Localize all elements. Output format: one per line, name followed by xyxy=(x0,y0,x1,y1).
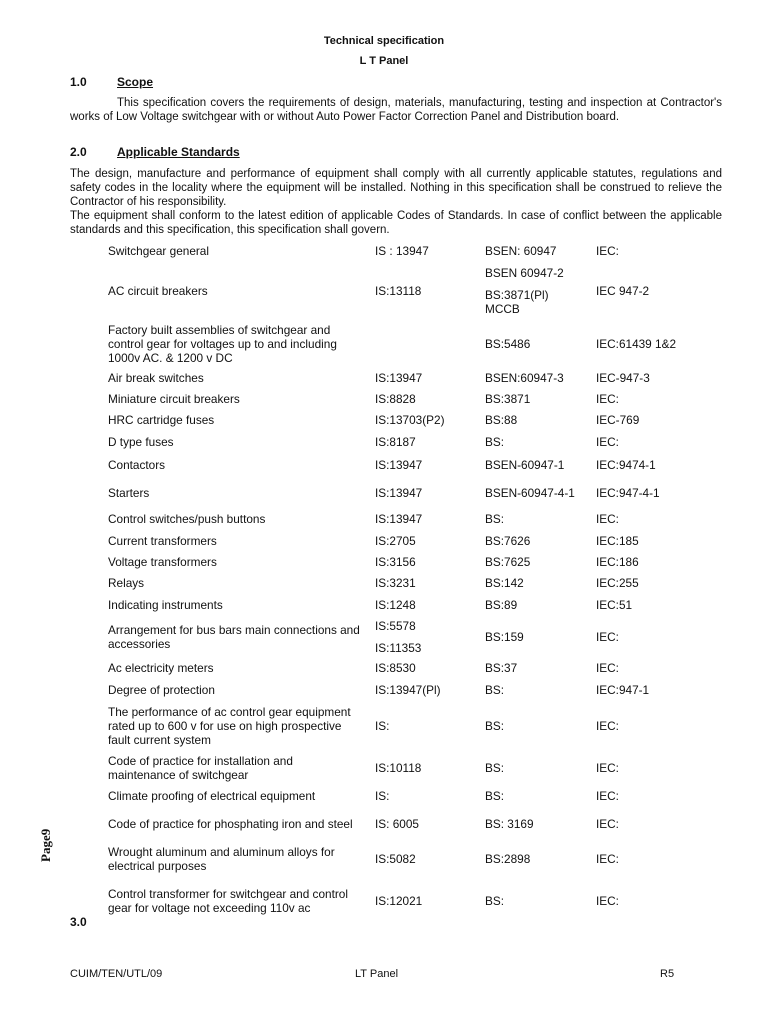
iec-code-cell xyxy=(596,392,706,406)
table-row xyxy=(0,785,768,807)
footer-doc-title: LT Panel xyxy=(355,968,399,980)
equipment-cell: Miniature circuit breakers xyxy=(108,391,240,406)
equipment-cell: Ac electricity meters xyxy=(108,660,214,675)
iec-code-cell-line: IEC: xyxy=(596,718,619,733)
iec-code-cell xyxy=(596,661,706,675)
iec-code-cell-line: IEC:185 xyxy=(596,533,639,548)
is-code-cell xyxy=(375,486,477,500)
bs-code-cell xyxy=(485,894,585,908)
is-code-cell-line: IS : 13947 xyxy=(375,244,429,258)
table-row xyxy=(0,530,768,551)
is-code-cell xyxy=(375,576,477,590)
equipment-cell: Starters xyxy=(108,485,150,500)
equipment-cell: Arrangement for bus bars main connections and accessories xyxy=(108,622,360,651)
bs-code-cell-line: BS:3871 xyxy=(485,391,531,406)
is-code-cell xyxy=(375,852,477,866)
bs-code-cell xyxy=(485,534,585,548)
document-subtitle: L T Panel xyxy=(359,55,409,67)
iec-code-cell-line: IEC:255 xyxy=(596,576,639,590)
iec-code-cell xyxy=(596,534,706,548)
is-code-cell-line: IS: 6005 xyxy=(375,817,419,831)
bs-code-cell xyxy=(485,852,585,866)
is-code-cell xyxy=(375,817,477,831)
standards-paragraph-1: The design, manufacture and performance of equipment shall comply with all currently applicable statutes, regulations and safety codes in the locality where the equipment will be installed. Nothing in this specification shall be construed to relieve the Contractor of his responsibility. xyxy=(70,168,722,208)
is-code-cell xyxy=(375,789,477,803)
table-row xyxy=(0,678,768,701)
is-code-cell-line: IS:13947 xyxy=(375,512,423,526)
bs-code-cell-line: BS: xyxy=(485,512,505,526)
bs-code-cell xyxy=(485,719,585,733)
iec-code-cell-line: IEC:61439 1&2 xyxy=(596,336,677,351)
bs-code-cell xyxy=(485,789,585,803)
is-code-cell-line: IS: xyxy=(375,789,390,803)
is-code-cell-line: IS: xyxy=(375,718,390,733)
bs-code-cell xyxy=(485,435,585,449)
iec-code-cell-line: IEC: xyxy=(596,660,619,675)
iec-code-cell xyxy=(596,894,706,908)
equipment-cell: Relays xyxy=(108,576,145,590)
bs-code-cell-line: BS:159 xyxy=(485,629,524,644)
is-code-cell xyxy=(375,512,477,526)
iec-code-cell xyxy=(596,244,706,258)
bs-code-cell xyxy=(485,598,585,612)
bs-code-cell-line: BS:37 xyxy=(485,660,518,675)
equipment-cell: Wrought aluminum and aluminum alloys for electrical purposes xyxy=(108,845,335,873)
is-code-cell xyxy=(375,661,477,675)
is-code-cell-line: IS:13118 xyxy=(375,284,422,298)
iec-code-cell-line: IEC: xyxy=(596,434,619,449)
is-code-cell xyxy=(375,284,477,298)
iec-code-cell xyxy=(596,435,706,449)
table-row xyxy=(0,262,768,320)
bs-code-cell-line: BS: xyxy=(485,434,505,449)
bs-code-cell-line: BSEN-60947-1 xyxy=(485,457,565,472)
table-row xyxy=(0,477,768,508)
section-number-scope: 1.0 xyxy=(70,75,87,89)
iec-code-cell-line: IEC-769 xyxy=(596,413,640,427)
iec-code-cell xyxy=(596,817,706,831)
is-code-cell-line: IS:1248 xyxy=(375,598,416,612)
is-code-cell xyxy=(375,619,477,655)
iec-code-cell-line: IEC:947-4-1 xyxy=(596,485,660,500)
equipment-cell: Indicating instruments xyxy=(108,598,223,612)
iec-code-cell xyxy=(596,371,706,385)
section-title-scope: Scope xyxy=(117,75,154,89)
equipment-cell: Control switches/push buttons xyxy=(108,512,266,526)
is-code-cell-line: IS:8530 xyxy=(375,660,416,675)
iec-code-cell xyxy=(596,337,706,351)
table-row xyxy=(0,388,768,409)
table-row xyxy=(0,701,768,750)
equipment-cell: Factory built assemblies of switchgear and control gear for voltages up to and including 1000v AC. & 1200 v DC xyxy=(108,322,337,365)
iec-code-cell-line: IEC 947-2 xyxy=(596,284,650,298)
is-code-cell-line: IS:13703(P2) xyxy=(375,413,445,427)
iec-code-cell-line: IEC: xyxy=(596,789,619,803)
iec-code-cell-line: IEC: xyxy=(596,512,619,526)
table-row xyxy=(0,508,768,530)
is-code-cell-line: IS:12021 xyxy=(375,894,423,908)
iec-code-cell xyxy=(596,852,706,866)
bs-code-cell xyxy=(485,630,585,644)
equipment-cell: HRC cartridge fuses xyxy=(108,413,215,427)
equipment-cell: Current transformers xyxy=(108,533,217,548)
bs-code-cell-line: BS: xyxy=(485,894,505,908)
bs-code-cell xyxy=(485,337,585,351)
equipment-cell: Code of practice for installation and maintenance of switchgear xyxy=(108,753,293,782)
bs-code-cell xyxy=(485,413,585,427)
iec-code-cell-line: IEC: xyxy=(596,244,619,258)
bs-code-cell-line: BS:7625 xyxy=(485,554,531,569)
table-row xyxy=(0,616,768,657)
iec-code-cell xyxy=(596,284,706,298)
standards-paragraph-2: The equipment shall conform to the latest edition of applicable Codes of Standards. In case of conflict between the applicable standards and this specification, this specification shall govern. xyxy=(70,210,722,236)
is-code-cell xyxy=(375,555,477,569)
is-code-cell xyxy=(375,244,477,258)
iec-code-cell-line: IEC:186 xyxy=(596,554,639,569)
table-row xyxy=(0,367,768,388)
bs-code-cell-line: BS: xyxy=(485,760,505,775)
is-code-cell xyxy=(375,413,477,427)
bs-code-cell-line: BS:5486 xyxy=(485,336,531,351)
is-code-cell-line: IS:11353 xyxy=(375,640,422,655)
iec-code-cell-line: IEC: xyxy=(596,817,619,831)
iec-code-cell xyxy=(596,761,706,775)
bs-code-cell-line: BSEN 60947-2 xyxy=(485,266,564,280)
footer-doc-ref: CUIM/TEN/UTL/09 xyxy=(70,968,163,980)
bs-code-cell-line: BS:88 xyxy=(485,413,518,427)
equipment-cell: AC circuit breakers xyxy=(108,284,208,298)
is-code-cell xyxy=(375,392,477,406)
equipment-cell: Voltage transformers xyxy=(108,554,217,569)
table-row xyxy=(0,594,768,616)
equipment-cell: Code of practice for phosphating iron and steel xyxy=(108,817,353,831)
is-code-cell-line: IS:5082 xyxy=(375,852,416,866)
bs-code-cell xyxy=(485,371,585,385)
table-row xyxy=(0,409,768,431)
is-code-cell-line: IS:8187 xyxy=(375,434,416,449)
is-code-cell xyxy=(375,534,477,548)
iec-code-cell-line: IEC:947-1 xyxy=(596,682,650,697)
bs-code-cell xyxy=(485,458,585,472)
is-code-cell xyxy=(375,719,477,733)
is-code-cell-line: IS:8828 xyxy=(375,391,416,406)
iec-code-cell xyxy=(596,719,706,733)
bs-code-cell xyxy=(485,576,585,590)
iec-code-cell xyxy=(596,486,706,500)
is-code-cell-line: IS:13947 xyxy=(375,370,423,385)
bs-code-cell xyxy=(485,761,585,775)
equipment-cell: Air break switches xyxy=(108,370,204,385)
iec-code-cell xyxy=(596,683,706,697)
is-code-cell-line: IS:13947 xyxy=(375,485,423,500)
iec-code-cell-line: IEC: xyxy=(596,760,619,775)
is-code-cell-line: IS:3156 xyxy=(375,554,416,569)
iec-code-cell xyxy=(596,630,706,644)
bs-code-cell xyxy=(485,817,585,831)
table-row xyxy=(0,240,768,262)
bs-code-cell-line: BS:89 xyxy=(485,598,518,612)
is-code-cell xyxy=(375,435,477,449)
iec-code-cell xyxy=(596,598,706,612)
iec-code-cell xyxy=(596,555,706,569)
iec-code-cell-line: IEC:51 xyxy=(596,598,633,612)
bs-code-cell xyxy=(485,244,585,258)
is-code-cell xyxy=(375,761,477,775)
iec-code-cell xyxy=(596,413,706,427)
table-row xyxy=(0,551,768,572)
bs-code-cell-line: BS: 3169 xyxy=(485,817,534,831)
section-number-standards: 2.0 xyxy=(70,145,87,159)
equipment-cell: Contactors xyxy=(108,457,166,472)
bs-code-cell-line: BS: xyxy=(485,682,505,697)
bs-code-cell xyxy=(485,392,585,406)
bs-code-cell-line: BSEN: 60947 xyxy=(485,244,557,258)
bs-code-cell xyxy=(485,486,585,500)
page-mark: Page9 xyxy=(38,828,53,862)
iec-code-cell xyxy=(596,512,706,526)
bs-code-cell-line: BS: xyxy=(485,718,505,733)
table-row xyxy=(0,750,768,785)
bs-code-cell xyxy=(485,661,585,675)
section-number-next: 3.0 xyxy=(70,915,87,929)
iec-code-cell-line: IEC: xyxy=(596,629,619,644)
bs-code-cell-line: BSEN-60947-4-1 xyxy=(485,485,575,500)
iec-code-cell xyxy=(596,458,706,472)
equipment-cell: Degree of protection xyxy=(108,682,215,697)
bs-code-cell xyxy=(485,512,585,526)
is-code-cell-line: IS:3231 xyxy=(375,576,416,590)
is-code-cell-line: IS:10118 xyxy=(375,760,422,775)
is-code-cell xyxy=(375,683,477,697)
bs-code-cell-line: BS: xyxy=(485,789,505,803)
scope-paragraph: This specification covers the requirements of design, materials, manufacturing, testing and inspection at Contractor's works of Low Voltage switchgear with or without Auto Power Factor Correction Panel and Distribution board. xyxy=(70,97,722,123)
bs-code-cell-line: BS:142 xyxy=(485,576,524,590)
table-row xyxy=(0,657,768,678)
bs-code-cell-line: BS:7626 xyxy=(485,533,531,548)
is-code-cell xyxy=(375,598,477,612)
bs-code-cell xyxy=(485,555,585,569)
is-code-cell-line: IS:5578 xyxy=(375,618,416,633)
is-code-cell-line: IS:13947 xyxy=(375,457,423,472)
table-row xyxy=(0,877,768,925)
bs-code-cell xyxy=(485,266,585,316)
table-row xyxy=(0,807,768,841)
table-row xyxy=(0,452,768,477)
footer-revision: R5 xyxy=(660,968,675,980)
is-code-cell-line: IS:2705 xyxy=(375,533,416,548)
table-row xyxy=(0,841,768,877)
iec-code-cell-line: IEC: xyxy=(596,391,619,406)
bs-code-cell xyxy=(485,683,585,697)
iec-code-cell-line: IEC:9474-1 xyxy=(596,457,656,472)
iec-code-cell-line: IEC: xyxy=(596,852,619,866)
equipment-cell: The performance of ac control gear equipment rated up to 600 v for use on high prospective fault current system xyxy=(108,704,351,747)
table-row xyxy=(0,431,768,452)
bs-code-cell-line: BS:3871(Pl) MCCB xyxy=(485,288,549,316)
document-title: Technical specification xyxy=(323,35,445,47)
iec-code-cell xyxy=(596,576,706,590)
is-code-cell xyxy=(375,458,477,472)
equipment-cell: D type fuses xyxy=(108,434,174,449)
iec-code-cell-line: IEC-947-3 xyxy=(596,370,650,385)
section-title-standards: Applicable Standards xyxy=(117,145,240,159)
equipment-cell: Switchgear general xyxy=(108,244,209,258)
iec-code-cell-line: IEC: xyxy=(596,894,619,908)
bs-code-cell-line: BSEN:60947-3 xyxy=(485,370,564,385)
is-code-cell-line: IS:13947(Pl) xyxy=(375,682,441,697)
table-row xyxy=(0,572,768,594)
iec-code-cell xyxy=(596,789,706,803)
bs-code-cell-line: BS:2898 xyxy=(485,852,531,866)
equipment-cell: Control transformer for switchgear and control gear for voltage not exceeding 110v ac xyxy=(108,887,348,915)
is-code-cell xyxy=(375,371,477,385)
table-row xyxy=(0,320,768,367)
equipment-cell: Climate proofing of electrical equipment xyxy=(108,789,316,803)
is-code-cell xyxy=(375,894,477,908)
